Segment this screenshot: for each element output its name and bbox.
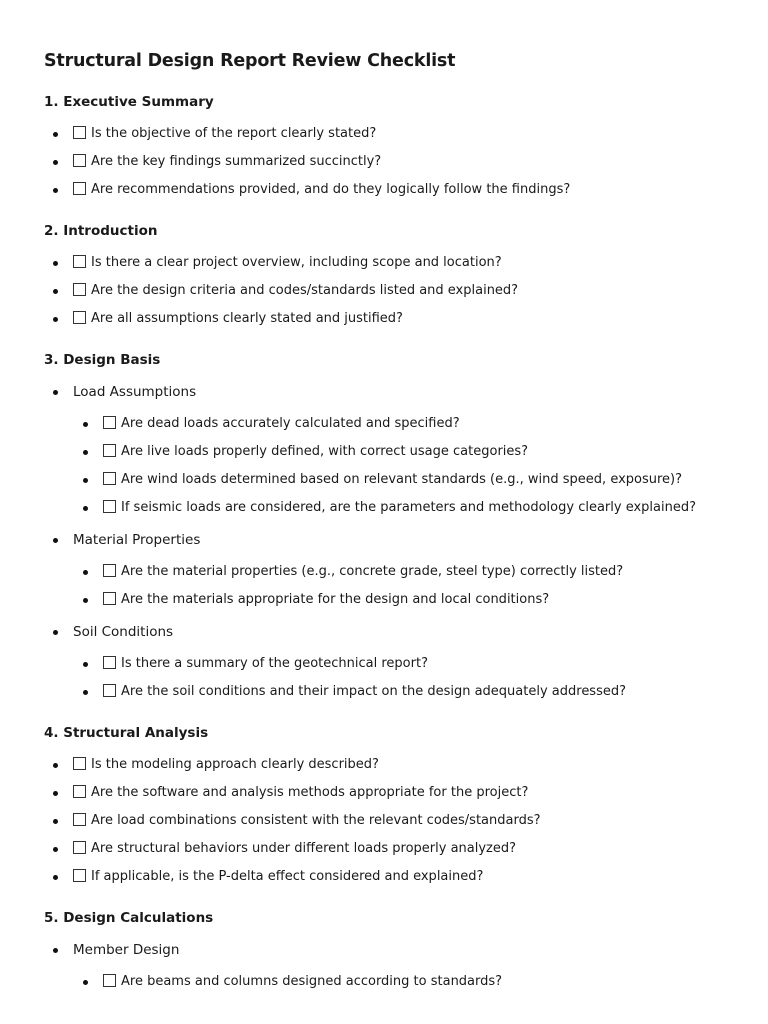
list-item — [73, 650, 744, 678]
item-text: Are wind loads determined based on relevant standards (e.g., wind speed, exposure)? — [121, 472, 683, 487]
list-item — [73, 678, 744, 706]
item-text: Is there a clear project overview, including scope and location? — [91, 255, 502, 270]
list-item — [44, 176, 744, 204]
list-item — [73, 438, 744, 466]
checkbox[interactable] — [103, 500, 116, 513]
document-title: Structural Design Report Review Checklist — [44, 51, 456, 71]
item-text: Are all assumptions clearly stated and justified? — [91, 311, 403, 326]
checkbox[interactable] — [73, 841, 86, 854]
list-item — [44, 807, 744, 835]
checklist — [73, 650, 744, 706]
checkbox[interactable] — [73, 255, 86, 268]
item-text: If seismic loads are considered, are the parameters and methodology clearly explained? — [121, 500, 696, 515]
section-introduction — [44, 221, 744, 333]
checkbox[interactable] — [73, 182, 86, 195]
group-soil-conditions — [44, 618, 744, 706]
item-text: Is the objective of the report clearly stated? — [91, 126, 377, 141]
list-item — [44, 249, 744, 277]
item-text: Are beams and columns designed according to standards? — [121, 974, 503, 989]
list-item — [44, 751, 744, 779]
checklist — [73, 968, 744, 996]
section-design-calculations — [44, 908, 744, 996]
list-item — [44, 120, 744, 148]
list-item — [73, 410, 744, 438]
list-item — [44, 835, 744, 863]
document — [44, 49, 744, 1013]
checklist — [44, 120, 744, 204]
item-text: Are live loads properly defined, with correct usage categories? — [121, 444, 529, 459]
checkbox[interactable] — [73, 154, 86, 167]
item-text: Are load combinations consistent with the relevant codes/standards? — [91, 813, 541, 828]
checklist-groups — [44, 378, 744, 706]
checkbox[interactable] — [73, 813, 86, 826]
checkbox[interactable] — [103, 444, 116, 457]
group-label: Member Design — [73, 942, 180, 958]
item-text: Are the soil conditions and their impact on the design adequately addressed? — [121, 684, 627, 699]
list-item — [73, 494, 744, 522]
item-text: Is there a summary of the geotechnical report? — [121, 656, 428, 671]
checkbox[interactable] — [73, 785, 86, 798]
checklist — [73, 410, 744, 522]
group-label: Soil Conditions — [73, 624, 174, 640]
item-text: If applicable, is the P-delta effect considered and explained? — [91, 869, 484, 884]
list-item — [44, 148, 744, 176]
section-structural-analysis — [44, 723, 744, 891]
checkbox[interactable] — [103, 472, 116, 485]
checkbox[interactable] — [103, 974, 116, 987]
list-item — [73, 968, 744, 996]
section-heading: 1. Executive Summary — [44, 94, 214, 110]
checkbox[interactable] — [103, 684, 116, 697]
group-member-design — [44, 936, 744, 996]
list-item — [44, 277, 744, 305]
section-heading: 3. Design Basis — [44, 352, 161, 368]
item-text: Are the material properties (e.g., concrete grade, steel type) correctly listed? — [121, 564, 624, 579]
list-item — [44, 305, 744, 333]
item-text: Are the materials appropriate for the design and local conditions? — [121, 592, 550, 607]
list-item — [44, 779, 744, 807]
list-item — [73, 586, 744, 614]
group-label: Load Assumptions — [73, 384, 197, 400]
section-design-basis — [44, 350, 744, 706]
list-item — [73, 558, 744, 586]
checkbox[interactable] — [103, 656, 116, 669]
checklist — [44, 249, 744, 333]
list-item — [73, 466, 744, 494]
section-heading: 5. Design Calculations — [44, 910, 214, 926]
checkbox[interactable] — [103, 416, 116, 429]
checklist-groups — [44, 936, 744, 996]
section-heading: 2. Introduction — [44, 223, 158, 239]
section-executive-summary — [44, 92, 744, 204]
item-text: Are the software and analysis methods appropriate for the project? — [91, 785, 529, 800]
group-label: Material Properties — [73, 532, 201, 548]
item-text: Is the modeling approach clearly described? — [91, 757, 379, 772]
checklist — [73, 558, 744, 614]
checkbox[interactable] — [103, 564, 116, 577]
checkbox[interactable] — [103, 592, 116, 605]
checklist — [44, 751, 744, 891]
list-item — [44, 863, 744, 891]
item-text: Are the key findings summarized succinctly? — [91, 154, 382, 169]
item-text: Are the design criteria and codes/standards listed and explained? — [91, 283, 519, 298]
group-load-assumptions — [44, 378, 744, 522]
item-text: Are recommendations provided, and do they logically follow the findings? — [91, 182, 571, 197]
checkbox[interactable] — [73, 757, 86, 770]
checkbox[interactable] — [73, 126, 86, 139]
checkbox[interactable] — [73, 869, 86, 882]
section-heading: 4. Structural Analysis — [44, 725, 209, 741]
checkbox[interactable] — [73, 311, 86, 324]
item-text: Are dead loads accurately calculated and specified? — [121, 416, 460, 431]
item-text: Are structural behaviors under different loads properly analyzed? — [91, 841, 517, 856]
group-material-properties — [44, 526, 744, 614]
checkbox[interactable] — [73, 283, 86, 296]
